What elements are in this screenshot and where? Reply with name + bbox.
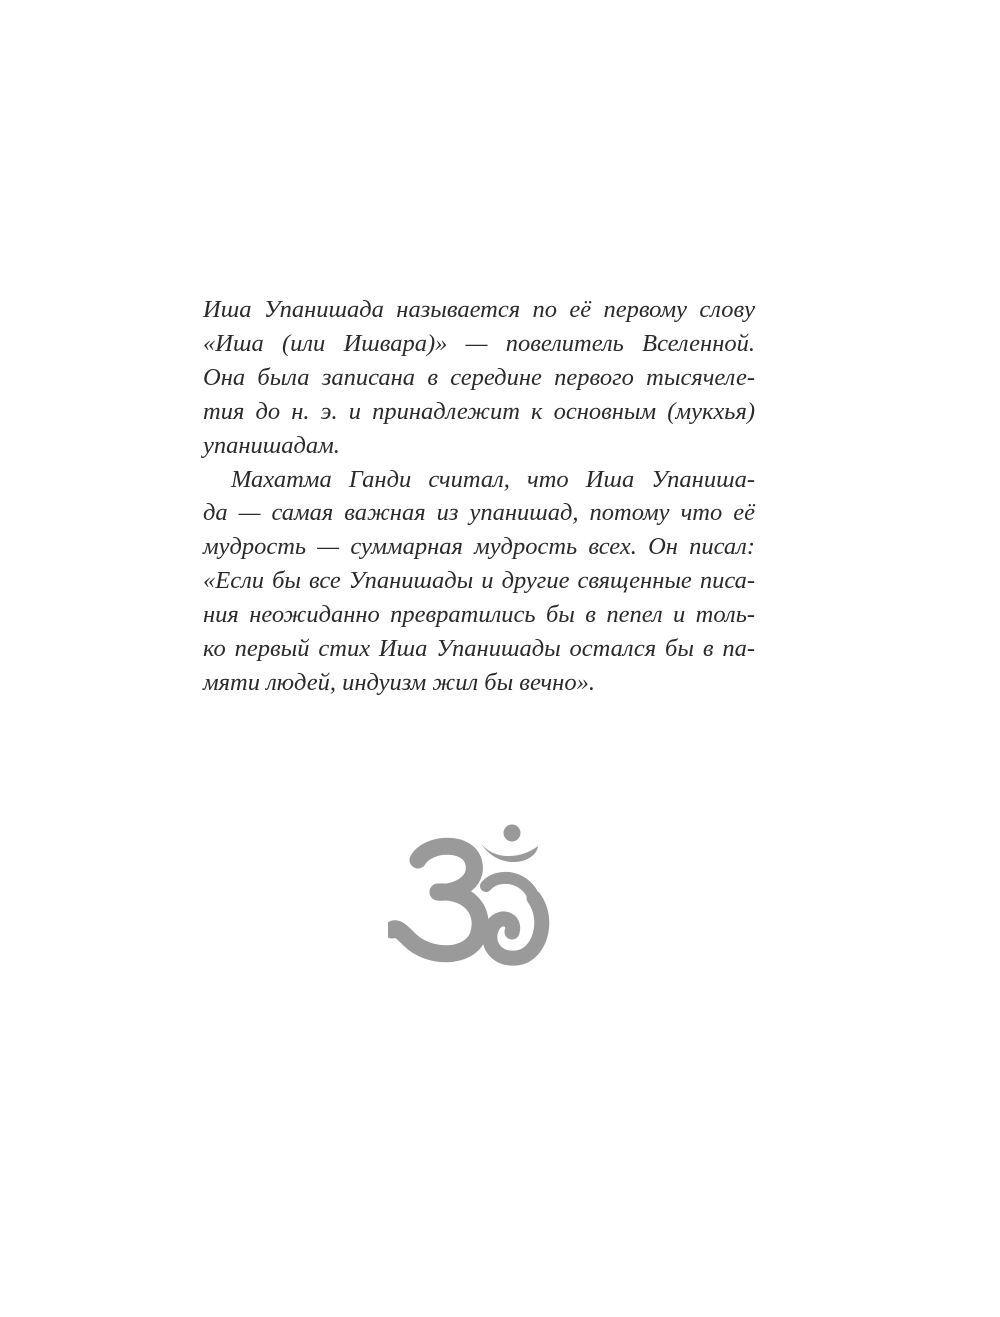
text-line: Она была записана в середине первого тысячеле- <box>203 363 755 391</box>
paragraph-2 <box>203 463 755 700</box>
body-text <box>203 293 755 700</box>
text-line: «Иша (или Ишвара)» — повелитель Вселенной. <box>203 329 755 357</box>
text-line: «Если бы все Упанишады и другие священные писа- <box>203 567 755 595</box>
text-line: упанишадам. <box>203 431 340 459</box>
text-line: тия до н. э. и принадлежит к основным (мукхья) <box>203 397 755 425</box>
paragraph-1 <box>203 293 755 463</box>
text-line: да — самая важная из упанишад, потому что её <box>203 499 755 527</box>
text-line: Махатма Ганди считал, что Иша Упаниша- <box>231 465 755 493</box>
text-line: ния неожиданно превратились бы в пепел и толь- <box>203 601 755 629</box>
text-line: Иша Упанишада называется по её первому слову <box>203 296 755 323</box>
text-line: мяти людей, индуизм жил бы вечно». <box>203 668 595 696</box>
text-line: ко первый стих Иша Упанишады остался бы в па- <box>203 635 755 663</box>
text-line: мудрость — суммарная мудрость всех. Он писал: <box>203 533 755 561</box>
om-icon <box>388 820 568 970</box>
